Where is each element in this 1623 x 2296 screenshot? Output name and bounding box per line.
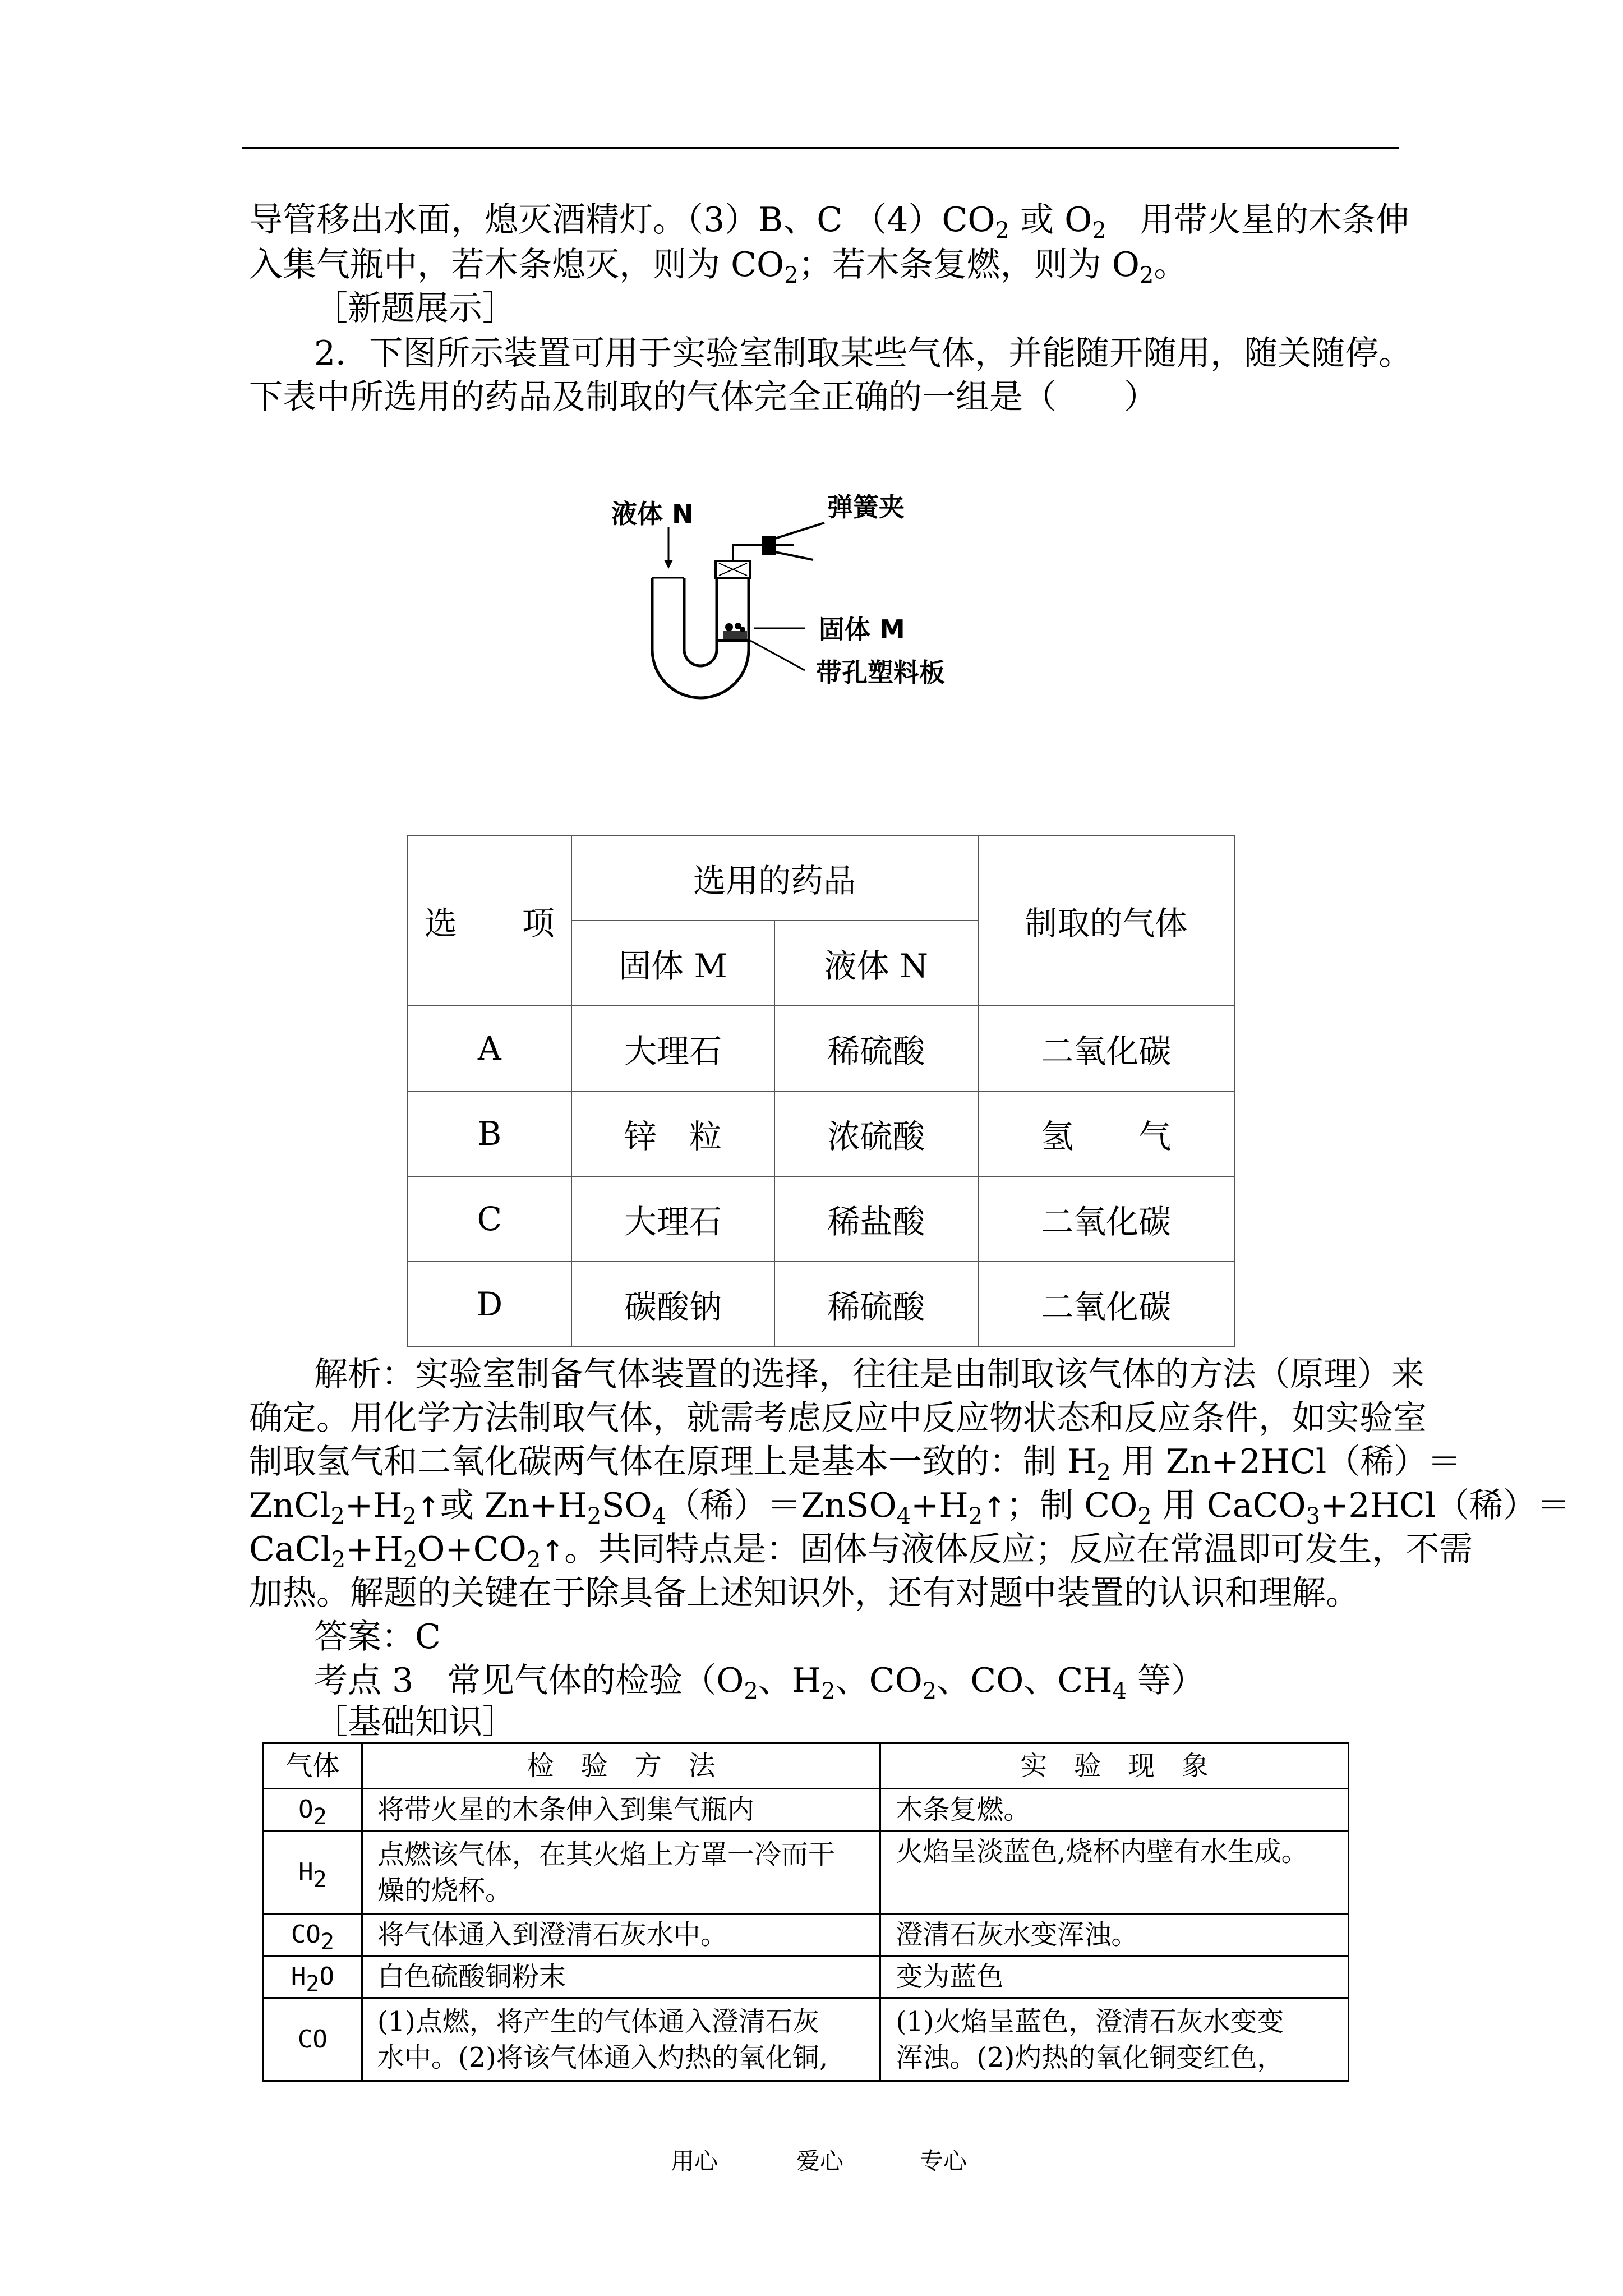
analysis-line-4: $ZnCl_2+H_2↑$或 $Zn+H_2SO_4$（稀）$=ZnSO_4+H_2↑$；制 $CO_2$ 用 CaCO$_3$+2HCl（稀）＝ (249, 1486, 1570, 1529)
text-line-1: 导管移出水面，熄灭酒精灯。（3）B、C $(4)CO_2$ 或 $O_2$ 用带火星的木条伸 (249, 200, 1409, 243)
question-2-line-1: 2．下图所示装置可用于实验室制取某些气体，并能随开随用，随关随停。 (314, 334, 1413, 373)
u-tube-apparatus-figure (611, 494, 1015, 740)
table-row: $H_2$ 点燃该气体，在其火焰上方罩一冷而干 燥的烧杯。 火焰呈淡蓝色,烧杯内壁有水生成。 (264, 1831, 1349, 1914)
analysis-line-5: $CaCl_2+H_2O+CO_2↑$。共同特点是：固体与液体反应；反应在常温即可发生，不需 (249, 1530, 1473, 1573)
table-row: B 锌 粒 浓硫酸 氢 气 (408, 1091, 1234, 1176)
plate-and-stopper-icon (716, 561, 750, 641)
table-row: CO (1)点燃，将产生的气体通入澄清石灰 水中。(2)将该气体通入灼热的氧化铜, (1)火焰呈蓝色，澄清石灰水变变 浑浊。(2)灼热的氧化铜变红色， (264, 1998, 1349, 2081)
section-heading-new-questions: ［新题展示］ (314, 289, 516, 328)
table-row: $CO_2$ 将气体通入到澄清石灰水中。 澄清石灰水变浑浊。 (264, 1914, 1349, 1956)
analysis-line-6: 加热。解题的关键在于除具备上述知识外，还有对题中装置的认识和理解。 (249, 1573, 1359, 1613)
header-option: 选 项 (408, 835, 571, 1006)
label-solid-m: 固体 M (819, 614, 905, 645)
kp3-heading: 考点 3 常见气体的检验（$O_2$、$H_2$、$CO_2$、CO、$CH_4$ 等） (314, 1661, 1205, 1704)
table-row: D 碳酸钠 稀硫酸 二氧化碳 (408, 1262, 1234, 1347)
text-line-2: 入集气瓶中，若木条熄灭，则为 $CO_2$；若木条复燃，则为 $O_2$。 (249, 245, 1188, 288)
footer-text-2: 爱心 (796, 2147, 844, 2175)
header-gas: 制取的气体 (978, 835, 1234, 1006)
label-liquid-n: 液体 N (611, 499, 694, 529)
header-liquid: 液体 N (774, 921, 978, 1006)
table-header-row: 气体 检 验 方 法 实 验 现 象 (264, 1743, 1349, 1789)
table-row: $O_2$ 将带火星的木条伸入到集气瓶内 木条复燃。 (264, 1789, 1349, 1831)
answer-line: 答案：C (314, 1617, 441, 1657)
header-reagent: 选用的药品 (571, 835, 978, 921)
analysis-line-1: 解析：实验室制备气体装置的选择，往往是由制取该气体的方法（原理）来 (314, 1355, 1424, 1394)
label-perforated-plate: 带孔塑料板 (816, 657, 945, 688)
basic-knowledge-heading: ［基础知识］ (314, 1703, 516, 1742)
footer-text-1: 用心 (671, 2147, 718, 2175)
analysis-line-2: 确定。用化学方法制取气体，就需考虑反应中反应物状态和反应条件，如实验室 (249, 1398, 1427, 1438)
header-solid: 固体 M (571, 921, 774, 1006)
gas-test-table (262, 1742, 1349, 2082)
label-spring-clip: 弹簧夹 (827, 494, 905, 522)
question-2-line-2: 下表中所选用的药品及制取的气体完全正确的一组是（ ） (249, 378, 1158, 417)
delivery-tube-and-clip-icon (733, 523, 824, 561)
table-row: C 大理石 稀盐酸 二氧化碳 (408, 1176, 1234, 1262)
table-row: $H_2O$ 白色硫酸铜粉末 变为蓝色 (264, 1956, 1349, 1998)
reagent-options-table (407, 835, 1235, 1347)
analysis-line-3: 制取氢气和二氧化碳两气体在原理上是基本一致的：制 $H_2$ 用 Zn+2HCl（稀）＝ (249, 1442, 1461, 1485)
footer-text-3: 专心 (920, 2147, 967, 2175)
table-row: A 大理石 稀硫酸 二氧化碳 (408, 1006, 1234, 1091)
header-rule (242, 147, 1399, 149)
